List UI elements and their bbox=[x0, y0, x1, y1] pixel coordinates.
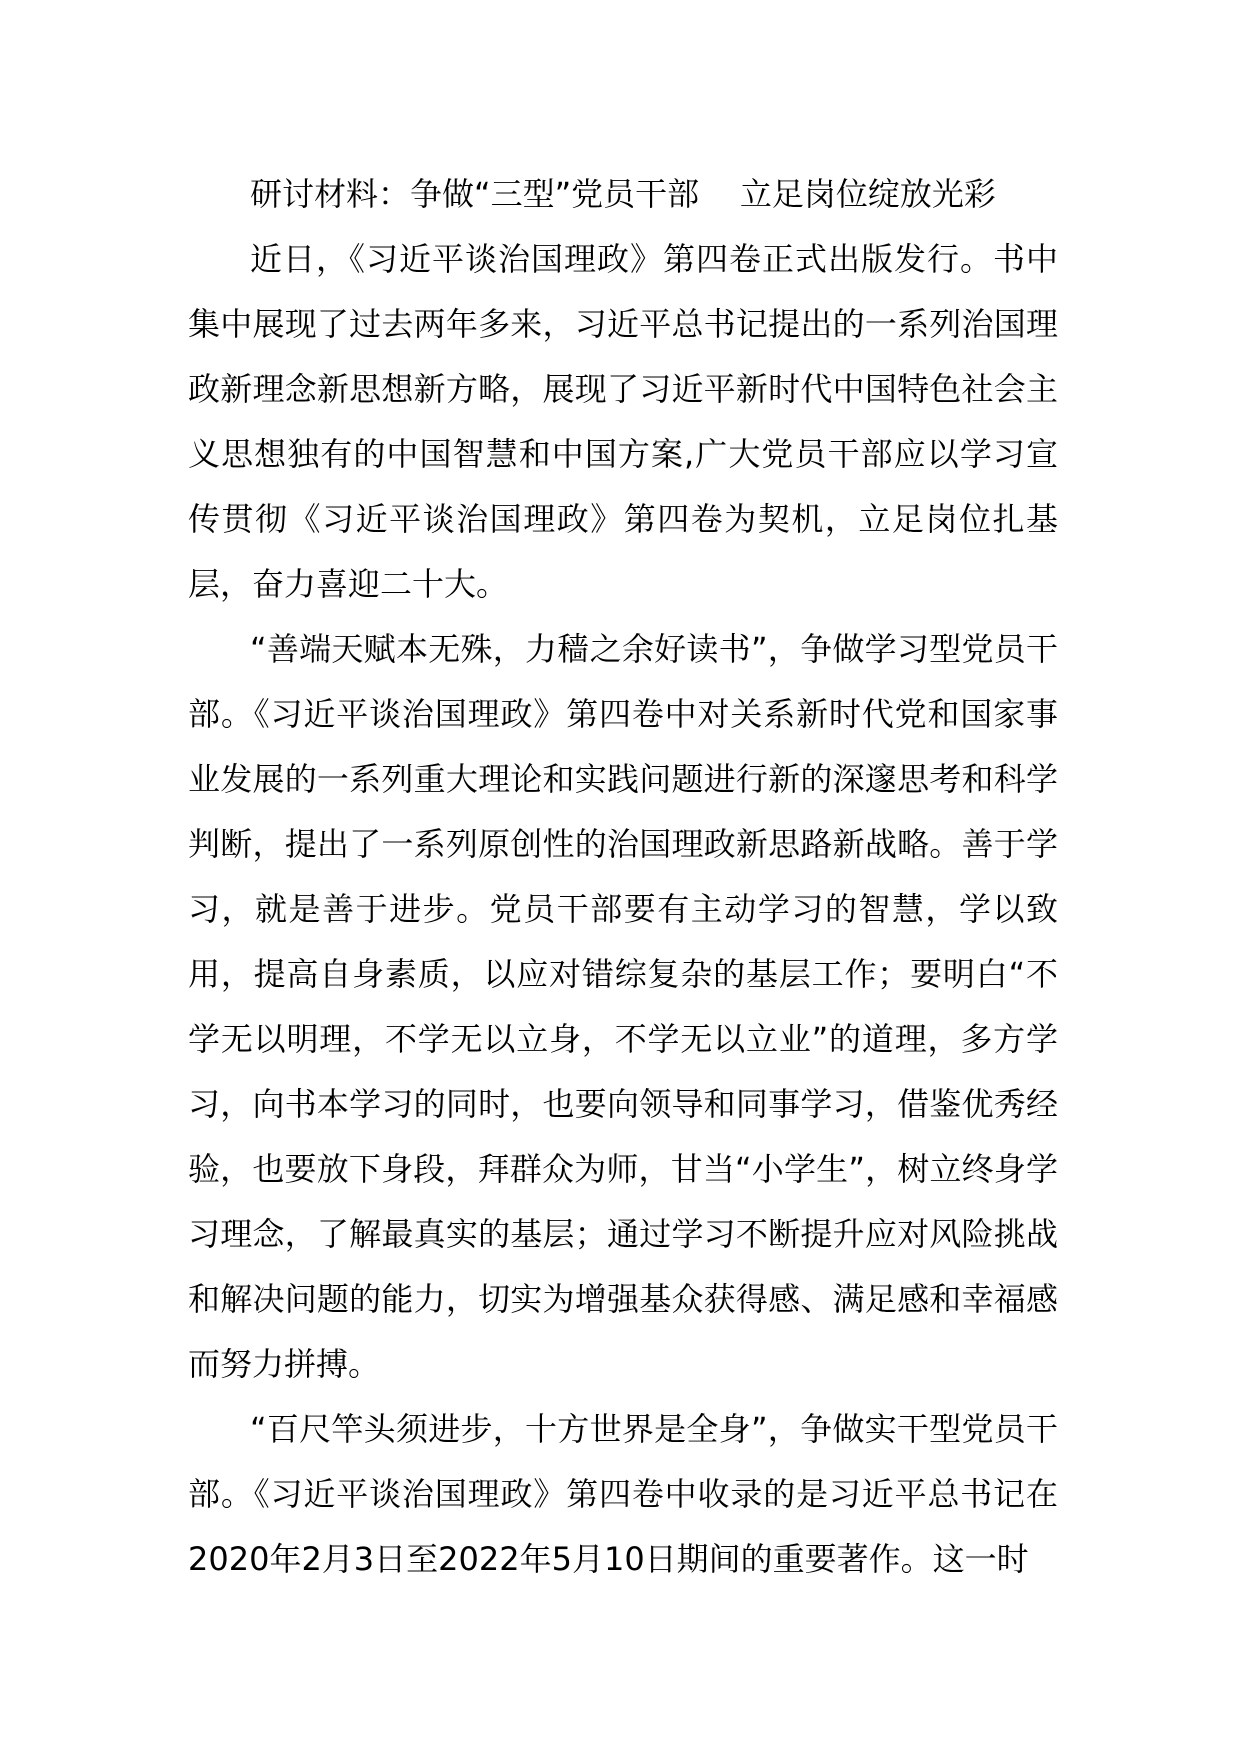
paragraph-learning-type: “善端天赋本无殊，力穑之余好读书”，争做学习型党员干部。《习近平谈治国理政》第四卷中对关系新时代党和国家事业发展的一系列重大理论和实践问题进行新的深邃思考和科学判断，提出了一系列原创性的治国理政新思路新战略。善于学习，就是善于进步。党员干部要有主动学习的智慧，学以致用，提高自身素质，以应对错综复杂的基层工作；要明白“不学无以明理，不学无以立身，不学无以立业”的道理，多方学习，向书本学习的同时，也要向领导和同事学习，借鉴优秀经验，也要放下身段，拜群众为师，甘当“小学生”，树立终身学习理念，了解最真实的基层；通过学习不断提升应对风险挑战和解决问题的能力，切实为增强基众获得感、满足感和幸福感而努力拼搏。 bbox=[188, 630, 1058, 1383]
document-page bbox=[188, 162, 1058, 1592]
paragraph-practical-type: “百尺竿头须进步，十方世界是全身”，争做实干型党员干部。《习近平谈治国理政》第四卷中收录的是习近平总书记在2020年2月3日至2022年5月10日期间的重要著作。这一时 bbox=[188, 1410, 1058, 1578]
paragraph-intro: 近日，《习近平谈治国理政》第四卷正式出版发行。书中集中展现了过去两年多来，习近平总书记提出的一系列治国理政新理念新思想新方略，展现了习近平新时代中国特色社会主义思想独有的中国智慧和中国方案,广大党员干部应以学习宣传贯彻《习近平谈治国理政》第四卷为契机，立足岗位扎基层，奋力喜迎二十大。 bbox=[188, 240, 1058, 603]
document-title: 研讨材料：争做“三型”党员干部 立足岗位绽放光彩 bbox=[250, 175, 996, 213]
